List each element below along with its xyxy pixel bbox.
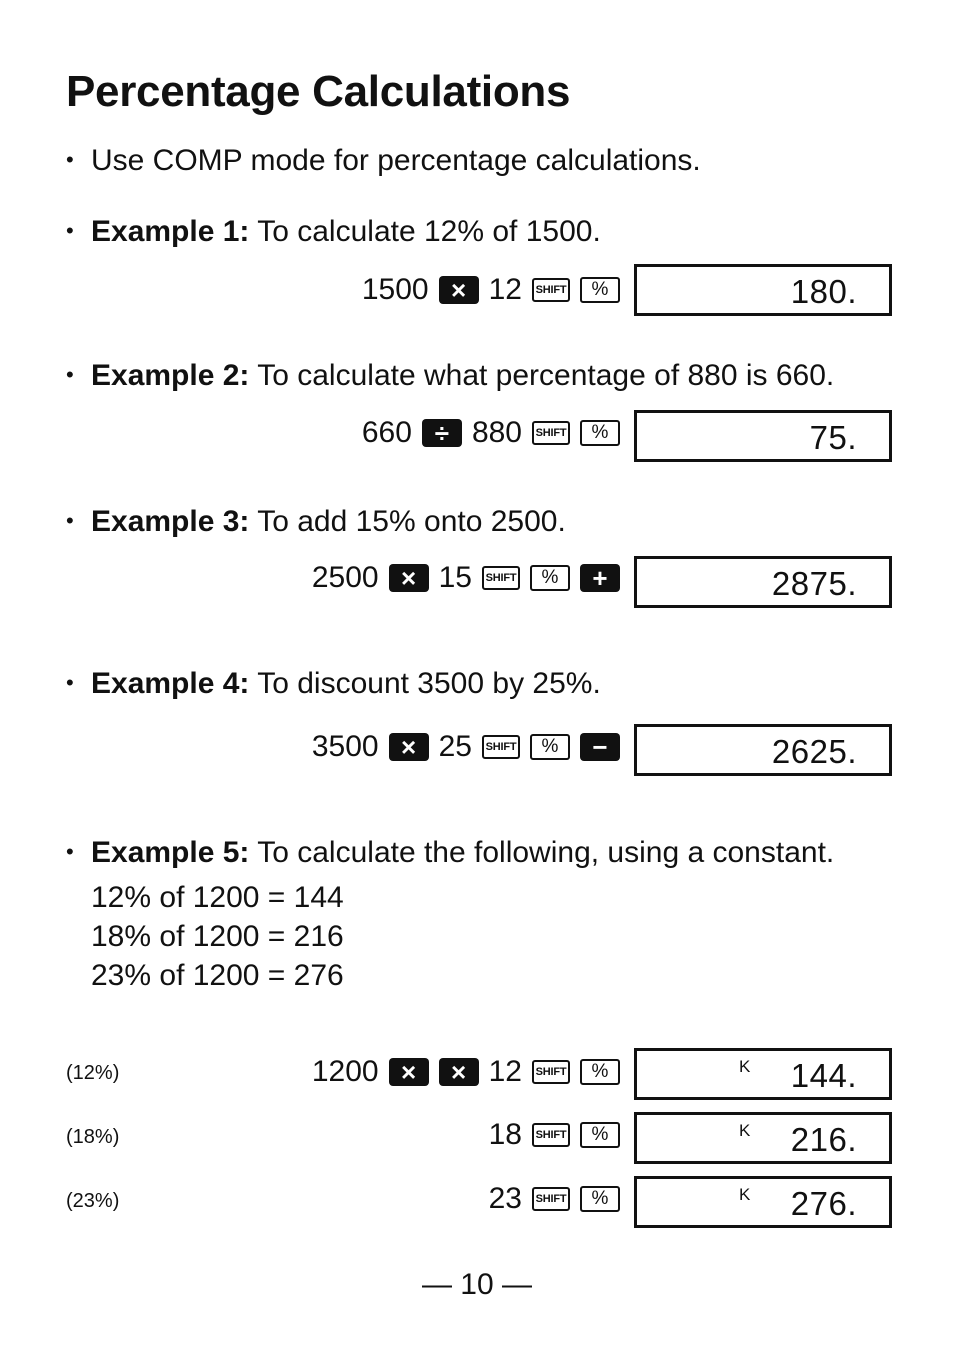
operand: 23: [488, 1182, 522, 1215]
calculator-display: [634, 556, 892, 608]
multiply-key: ×: [389, 733, 429, 761]
operand: 1500: [361, 273, 429, 306]
example-label: Example 2:: [91, 359, 250, 392]
example-label: Example 1:: [91, 215, 250, 248]
calculator-display: [634, 1176, 892, 1228]
percent-key: %: [580, 1186, 620, 1212]
intro-line: [66, 143, 701, 179]
calculator-display: [634, 1112, 892, 1164]
divide-key: ÷: [422, 419, 462, 447]
example-text: To discount 3500 by 25%.: [257, 667, 601, 700]
operand: 25: [438, 730, 472, 763]
shift-key: SHIFT: [532, 278, 570, 302]
example-1-keys: [362, 270, 620, 310]
example-1-heading: [66, 214, 601, 250]
multiply-key: ×: [439, 276, 479, 304]
shift-key: SHIFT: [532, 1123, 570, 1147]
example-2-keys: [362, 413, 620, 453]
constant-indicator: K: [739, 1057, 751, 1076]
intro-text: Use COMP mode for percentage calculations.: [91, 144, 701, 177]
constant-row-1-keys: [312, 1052, 620, 1092]
multiply-key: ×: [389, 564, 429, 592]
multiply-key: ×: [439, 1058, 479, 1086]
bullet-dot: •: [66, 839, 74, 864]
operand: 880: [471, 416, 522, 449]
row-label: (12%): [66, 1062, 120, 1084]
multiply-key: ×: [389, 1058, 429, 1086]
shift-key: SHIFT: [532, 421, 570, 445]
constant-indicator: K: [739, 1185, 751, 1204]
percent-key: %: [530, 734, 570, 760]
example-text: To calculate the following, using a constant.: [257, 836, 835, 869]
plus-key: +: [580, 564, 620, 592]
calculator-display: [634, 410, 892, 462]
shift-key: SHIFT: [532, 1187, 570, 1211]
example-3-heading: [66, 504, 566, 540]
percent-key: %: [580, 277, 620, 303]
operand: 12: [488, 273, 522, 306]
percent-key: %: [580, 420, 620, 446]
example-label: Example 5:: [91, 836, 250, 869]
operand: 12: [488, 1055, 522, 1088]
percent-key: %: [530, 565, 570, 591]
example-4-heading: [66, 666, 601, 702]
example-text: To calculate what percentage of 880 is 660.: [257, 359, 835, 392]
example-label: Example 4:: [91, 667, 250, 700]
operand: 15: [438, 561, 472, 594]
example-text: To add 15% onto 2500.: [257, 505, 566, 538]
minus-key: −: [580, 733, 620, 761]
example-3-keys: [312, 558, 620, 598]
page-title: Percentage Calculations: [66, 67, 571, 116]
calculator-display: [634, 264, 892, 316]
display-value: 2875.: [771, 565, 857, 602]
display-value: 216.: [790, 1121, 857, 1158]
shift-key: SHIFT: [532, 1060, 570, 1084]
example-label: Example 3:: [91, 505, 250, 538]
shift-key: SHIFT: [482, 735, 520, 759]
example-2-heading: [66, 358, 834, 394]
calculator-display: [634, 724, 892, 776]
constant-indicator: K: [739, 1121, 751, 1140]
percent-key: %: [580, 1122, 620, 1148]
example-5-line: 23% of 1200 = 276: [91, 959, 344, 992]
shift-key: SHIFT: [482, 566, 520, 590]
display-value: 144.: [790, 1057, 857, 1094]
display-value: 75.: [809, 419, 857, 456]
display-value: 2625.: [771, 733, 857, 770]
row-label: (18%): [66, 1126, 120, 1148]
page-number: — 10 —: [421, 1268, 533, 1301]
example-5-line: 18% of 1200 = 216: [91, 920, 344, 953]
operand: 3500: [311, 730, 379, 763]
example-4-keys: [312, 727, 620, 767]
operand: 18: [488, 1118, 522, 1151]
bullet-dot: •: [66, 670, 74, 695]
percent-key: %: [580, 1059, 620, 1085]
operand: 660: [361, 416, 412, 449]
display-value: 276.: [790, 1185, 857, 1222]
row-label: (23%): [66, 1190, 120, 1212]
constant-row-3-keys: [489, 1179, 620, 1219]
bullet-dot: •: [66, 508, 74, 533]
display-value: 180.: [790, 273, 857, 310]
example-5-heading: [66, 835, 834, 871]
example-5-line: 12% of 1200 = 144: [91, 881, 344, 914]
bullet-dot: •: [66, 362, 74, 387]
calculator-display: [634, 1048, 892, 1100]
example-text: To calculate 12% of 1500.: [257, 215, 601, 248]
bullet-dot: •: [66, 147, 74, 172]
constant-row-2-keys: [489, 1115, 620, 1155]
operand: 1200: [311, 1055, 379, 1088]
bullet-dot: •: [66, 218, 74, 243]
operand: 2500: [311, 561, 379, 594]
